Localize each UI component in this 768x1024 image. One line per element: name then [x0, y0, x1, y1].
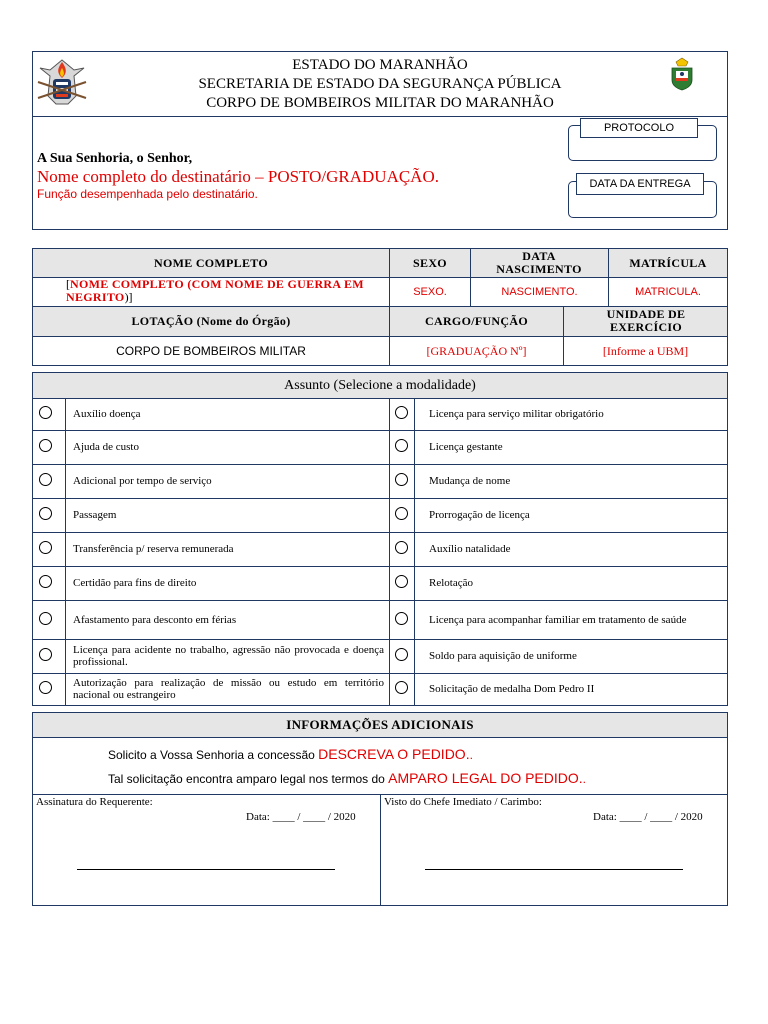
assunto-option-label[interactable]: Adicional por tempo de serviço — [73, 475, 212, 487]
data-entrega-label: DATA DA ENTREGA — [576, 173, 704, 195]
h-matricula: MATRÍCULA — [629, 255, 707, 270]
sign-right-date[interactable]: Data: ____ / ____ / 2020 — [593, 811, 703, 823]
radio-button[interactable] — [39, 575, 52, 588]
radio-button[interactable] — [39, 681, 52, 694]
h-cargo: CARGO/FUNÇÃO — [425, 313, 528, 328]
radio-button[interactable] — [395, 612, 408, 625]
header-line-1: ESTADO DO MARANHÃO — [292, 56, 468, 73]
cbm-emblem — [34, 54, 90, 110]
radio-button[interactable] — [39, 612, 52, 625]
info-title: INFORMAÇÕES ADICIONAIS — [33, 713, 727, 737]
radio-button[interactable] — [395, 439, 408, 452]
assunto-option-label[interactable]: Auxílio doença — [73, 408, 141, 420]
info-title-line — [33, 737, 727, 738]
radio-button[interactable] — [395, 648, 408, 661]
bracket-close: )] — [124, 290, 133, 304]
assunto-option-label[interactable]: Prorrogação de licença — [429, 509, 530, 521]
info-line-2 — [108, 770, 586, 786]
assunto-option-label[interactable]: Certidão para fins de direito — [73, 577, 197, 589]
assunto-option-label[interactable]: Soldo para aquisição de uniforme — [429, 650, 577, 662]
h-unidade: UNIDADE DE EXERCÍCIO — [606, 307, 686, 334]
addressee-function[interactable]: Função desempenhada pelo destinatário. — [37, 187, 258, 201]
radio-button[interactable] — [39, 507, 52, 520]
assunto-option-label[interactable]: Licença para serviço militar obrigatório — [429, 408, 604, 420]
v-cargo[interactable]: [GRADUAÇÃO Nº] — [426, 343, 527, 358]
h-nasc: DATA NASCIMENTO — [496, 249, 582, 276]
radio-button[interactable] — [39, 406, 52, 419]
v-nasc[interactable]: NASCIMENTO. — [501, 286, 578, 298]
assunto-option-label[interactable]: Ajuda de custo — [73, 441, 139, 453]
radio-button[interactable] — [395, 575, 408, 588]
assunto-option-label[interactable]: Afastamento para desconto em férias — [73, 613, 237, 626]
radio-button[interactable] — [39, 541, 52, 554]
assunto-option-label[interactable]: Solicitação de medalha Dom Pedro II — [429, 683, 595, 695]
header-line-2: SECRETARIA DE ESTADO DA SEGURANÇA PÚBLICA — [198, 75, 562, 92]
info-line-1 — [108, 746, 473, 762]
sign-left-label: Assinatura do Requerente: — [36, 796, 153, 808]
sign-left-date[interactable]: Data: ____ / ____ / 2020 — [246, 811, 356, 823]
protocolo-label: PROTOCOLO — [580, 118, 698, 138]
state-emblem — [668, 56, 696, 92]
sign-left-line[interactable] — [77, 869, 335, 870]
assunto-option-label[interactable]: Licença para acidente no trabalho, agressão não provocada e doença profissional. — [73, 644, 384, 668]
radio-button[interactable] — [395, 406, 408, 419]
salutation: A Sua Senhoria, o Senhor, — [37, 151, 193, 166]
radio-button[interactable] — [39, 439, 52, 452]
info-l2-prefix: Tal solicitação encontra amparo legal nos termos do — [108, 772, 385, 786]
h-lotacao: LOTAÇÃO (Nome do Órgão) — [131, 313, 291, 328]
bracket-open: [ — [66, 277, 70, 291]
assunto-option-label[interactable]: Passagem — [73, 509, 117, 521]
info-l1-suffix: . — [469, 748, 473, 762]
assunto-option-label[interactable]: Licença gestante — [429, 441, 503, 453]
addressee-name[interactable]: Nome completo do destinatário – POSTO/GRADUAÇÃO. — [37, 167, 439, 186]
radio-button[interactable] — [39, 648, 52, 661]
radio-button[interactable] — [395, 681, 408, 694]
assunto-option-label[interactable]: Mudança de nome — [429, 475, 511, 487]
radio-button[interactable] — [395, 507, 408, 520]
sign-right-line[interactable] — [425, 869, 683, 870]
assunto-option-label[interactable]: Relotação — [429, 577, 473, 589]
info-l1-prefix: Solicito a Vossa Senhoria a concessão — [108, 748, 315, 762]
h-nome: NOME COMPLETO — [153, 255, 268, 270]
assunto-option-label[interactable]: Licença para acompanhar familiar em tratamento de saúde — [429, 613, 687, 626]
assunto-title: Assunto (Selecione a modalidade) — [33, 373, 727, 398]
assunto-option-label[interactable]: Autorização para realização de missão ou estudo em território nacional ou estrangeiro — [73, 677, 384, 701]
assunto-option-label[interactable]: Auxílio natalidade — [429, 543, 511, 555]
h-sexo: SEXO — [413, 255, 447, 270]
info-l2-suffix: . — [582, 772, 587, 786]
nome-placeholder: NOME COMPLETO (COM NOME DE GUERRA EM NEGRITO — [66, 277, 364, 304]
pedido-placeholder[interactable]: DESCREVA O PEDIDO. — [318, 746, 470, 762]
header-line-3: CORPO DE BOMBEIROS MILITAR DO MARANHÃO — [206, 94, 554, 111]
v-sexo[interactable]: SEXO. — [413, 286, 447, 298]
radio-button[interactable] — [395, 473, 408, 486]
sign-divider — [380, 794, 381, 905]
assunto-option-label[interactable]: Transferência p/ reserva remunerada — [73, 543, 234, 555]
v-nome[interactable] — [66, 278, 386, 306]
v-unidade[interactable]: [Informe a UBM] — [602, 343, 689, 358]
amparo-placeholder[interactable]: AMPARO LEGAL DO PEDIDO. — [388, 770, 583, 786]
v-matricula[interactable]: MATRICULA. — [635, 286, 701, 298]
v-lotacao[interactable]: CORPO DE BOMBEIROS MILITAR — [116, 344, 306, 358]
radio-button[interactable] — [395, 541, 408, 554]
sign-right-label: Visto do Chefe Imediato / Carimbo: — [384, 796, 542, 808]
radio-button[interactable] — [39, 473, 52, 486]
